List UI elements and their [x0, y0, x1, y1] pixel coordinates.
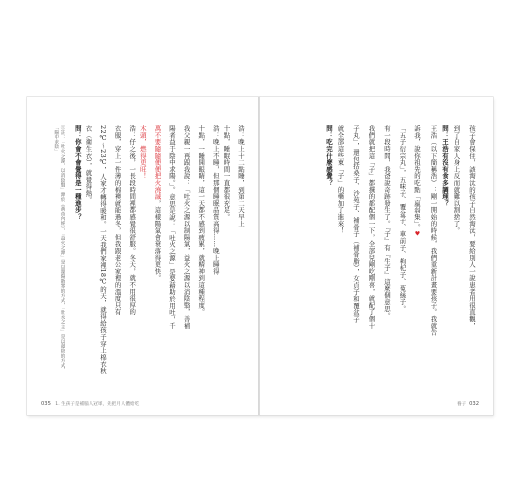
text-column: 我父親一再跟我說：「吐火之源以制陽氣，益火之源以消陰翳，善補 — [182, 125, 191, 329]
text-column: 衣服，穿上一件薄的棉襖就能過冬，但我跟老公家裡的溫度只有 — [113, 125, 122, 316]
text-column: 浩：仔之後，一長段時間裡都感覺很舒服。冬天，就不用很厚的 — [128, 125, 137, 316]
text-column: 我們就把這「子」都撰的都配個一下，全部兒剛吃剛喜，就配了個十 — [367, 125, 376, 329]
text-column: 十點，睡眠時間一直都很充足。 — [222, 125, 231, 221]
text-column: 孩子會保住，該淘汰的孩子自然淘汰，要給別人一說患者用很直觀， — [468, 125, 476, 329]
text-column: 衣（衛生衣），就覺得熱。 — [84, 125, 93, 204]
text-column: 子丸」，還包括桑子、沙苑子、補骨子（補骨脂），女貞子和覆盆子 — [352, 125, 360, 323]
text-column: 到了自家人身上反而就難以割捨了。 — [452, 125, 461, 234]
text-column: 王浩（以下簡稱浩）：剛一開始的時候，我們重新計畫要孩子。我就告 — [429, 125, 438, 336]
question-line: 問：王浩有沒有食多調理？ — [441, 125, 449, 207]
left-page-folio — [41, 401, 139, 407]
question-line: 問：吃完什麼感覺？ — [325, 125, 333, 187]
text-column: 就全部這些東「子」的藥加了進來！ — [336, 125, 345, 234]
heart-icon: ♥ — [414, 230, 421, 239]
left-page — [27, 97, 260, 415]
text-column: 22℃～23℃，人家才轉得暖和。一天我們家裡18℃的天，就得給孩子穿上棉衣秋 — [99, 125, 107, 375]
text-column: 「五子衍宗丸」，五味子、覆盆子、車前子、枸杞子、菟絲子。 — [398, 125, 407, 313]
chapter-title: 1. 生孩子是補腦人冠軍，先把月人體給吃 — [55, 402, 140, 407]
right-page-folio — [457, 401, 479, 407]
text-column: 陽者益于陰中求陽。」。意思是說：「吐火之源」是要藉助於用吐，千 — [168, 125, 176, 330]
question-line: 問：你會不會覺得是一種進步？ — [73, 125, 82, 221]
text-column — [137, 125, 148, 387]
text-column: 浩：晚上十二點睡，到第二天早上 — [237, 125, 245, 227]
text-column: 有一段時間，我爸說奇跡發生了。『子』有『生子』這麼個意思。 — [383, 125, 391, 319]
highlighted-text: 萬不要隨隨便便把火澆滅 — [153, 125, 162, 200]
right-page — [260, 97, 493, 415]
text-column: 萬不要隨隨便便把火澆滅，這樣陽氣會衰落得更快。 — [153, 125, 162, 282]
text-column: 訴我，說你祖先的吃點「羸弱集」。♥ — [413, 125, 421, 239]
section-label: 養子 — [456, 402, 467, 407]
text-column: 十點，一睡開眼睛，這一天都不感到疲累，就精神到這種程度。 — [197, 125, 206, 316]
text-column: 浩：晚上不睡，但那個睡眠品質高得……晚上睡得 — [211, 125, 220, 275]
page-number: 035 — [41, 401, 51, 407]
footnote: ①註：「吐火之源，以消陰翳」源於《黃帝內經》，「益火之源」是以溫陽散寒的方式，「壯水之主」是以滋陰的方式，「陽中求陰」 — [53, 125, 65, 373]
page-number: 032 — [469, 401, 479, 407]
highlighted-text: 木頭，燃得更旺！ — [138, 125, 147, 180]
